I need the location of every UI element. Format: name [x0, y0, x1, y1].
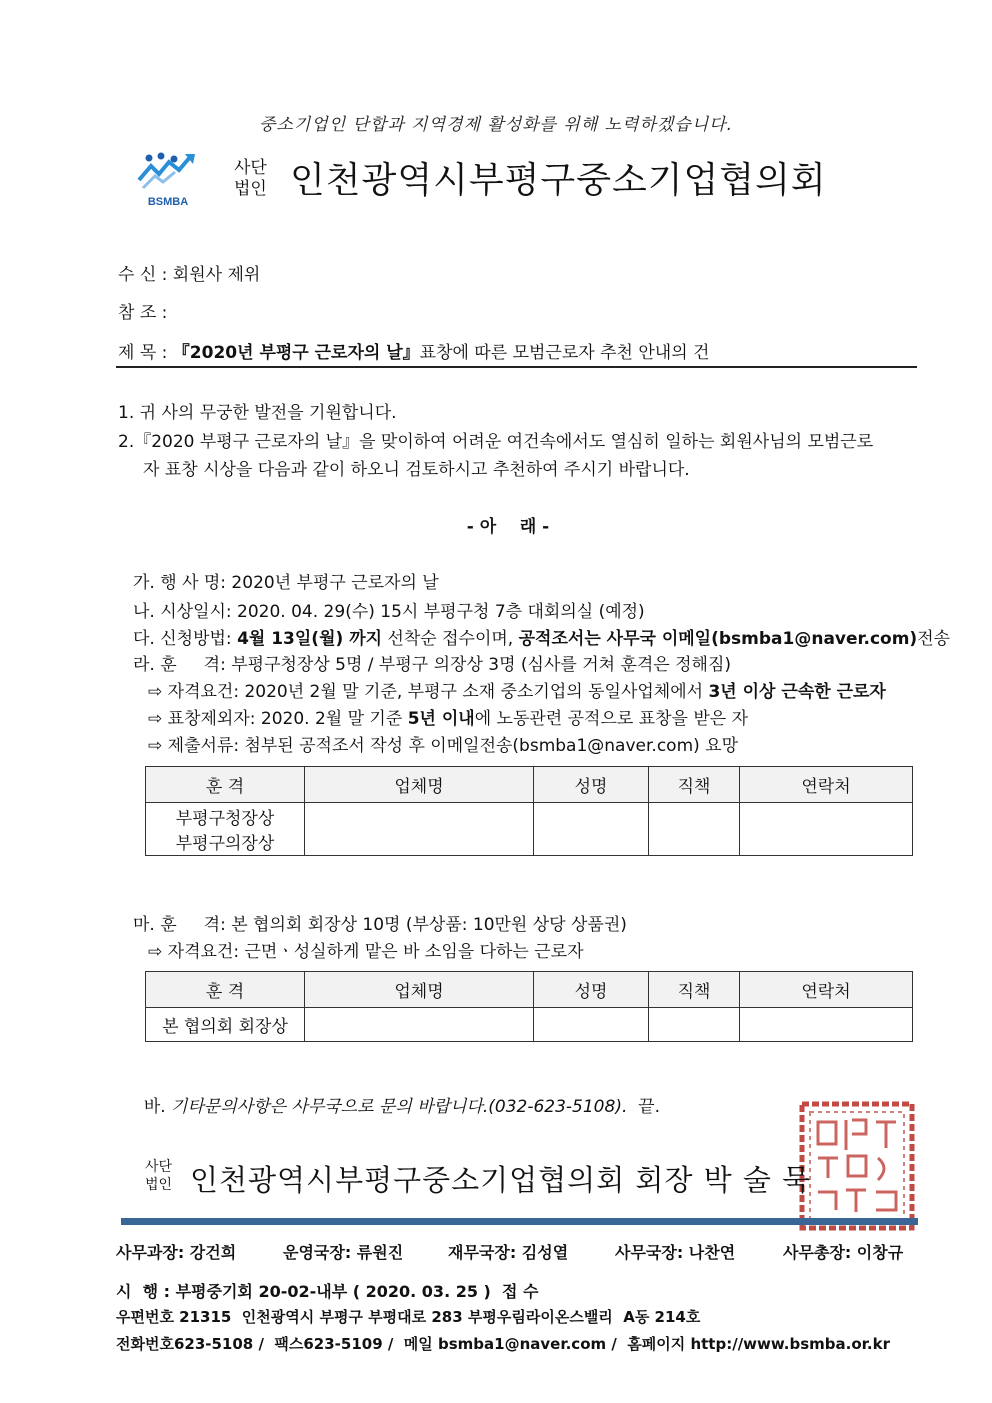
item-ba-end: 끝. — [627, 1097, 660, 1117]
signature-corp-type — [145, 1158, 172, 1194]
table-cell-company[interactable] — [305, 1008, 534, 1042]
reference-line: 참 조 : — [118, 303, 168, 323]
header-divider — [116, 366, 917, 368]
signature-title: 인천광역시부평구중소기업협의회 회장 박 술 묵 — [190, 1163, 812, 1197]
ra-qualification-prefix: ⇨ 자격요건: 2020년 2월 말 기준, 부평구 소재 중소기업의 동일사업체에서 — [148, 682, 709, 702]
signature-type-line1: 사단 — [145, 1159, 173, 1175]
item-ra-qualification — [148, 677, 886, 702]
award-council-chair: 부평구의장상 — [175, 834, 275, 854]
ra-exclusion-suffix: 에 노동관련 공적으로 표창을 받은 자 — [474, 709, 749, 729]
item-da-prefix: 다. 신청방법: — [133, 629, 238, 649]
subject-title: 『2020년 부평구 근로자의 날』 — [172, 343, 420, 363]
corporation-type — [234, 158, 267, 200]
table-cell-name[interactable] — [534, 1008, 649, 1042]
col-contact: 연락처 — [740, 767, 913, 803]
item-da-mid: 선착순 접수이며, — [382, 629, 519, 649]
ra-exclusion-prefix: ⇨ 표창제외자: 2020. 2월 말 기준 — [148, 709, 408, 729]
logo-text: BSMBA — [147, 196, 189, 208]
paragraph-2b: 자 표창 시상을 다음과 같이 하오니 검토하시고 추천하여 주시기 바랍니다. — [143, 460, 690, 480]
table-cell-company[interactable] — [305, 803, 534, 856]
item-da — [133, 624, 950, 649]
col-name: 성명 — [534, 767, 649, 803]
staff-5: 사무총장: 이창규 — [783, 1243, 904, 1262]
staff-3: 재무국장: 김성열 — [448, 1243, 569, 1262]
table-cell-award — [146, 803, 305, 856]
table-cell-name[interactable] — [534, 803, 649, 856]
recipient-value: 회원사 제위 — [172, 265, 261, 285]
item-ra: 라. 훈 격: 부평구청장상 5명 / 부평구 의장상 3명 (심사를 거쳐 훈격은 정해짐) — [133, 655, 732, 675]
item-ma-qualification: ⇨ 자격요건: 근면ㆍ성실하게 맡은 바 소임을 다하는 근로자 — [148, 942, 584, 962]
col-award: 훈 격 — [146, 972, 305, 1008]
slogan: 중소기업인 단합과 지역경제 활성화를 위해 노력하겠습니다. — [259, 115, 733, 135]
item-da-suffix: 전송 — [917, 629, 951, 649]
col-position: 직책 — [649, 972, 740, 1008]
item-ma: 마. 훈 격: 본 협의회 회장상 10명 (부상품: 10만원 상당 상품권) — [133, 915, 627, 935]
organization-logo — [133, 150, 203, 208]
item-ra-exclusion — [148, 704, 748, 729]
item-ga: 가. 행 사 명: 2020년 부평구 근로자의 날 — [133, 573, 439, 593]
ra-qualification-bold: 3년 이상 근속한 근로자 — [708, 682, 886, 702]
item-da-email: 공적조서는 사무국 이메일(bsmba1@naver.com) — [518, 629, 918, 649]
subject-line — [118, 338, 709, 363]
item-ba-prefix: 바. — [143, 1097, 172, 1117]
runners-logo-icon — [133, 150, 203, 195]
table-cell-position[interactable] — [649, 803, 740, 856]
item-na: 나. 시상일시: 2020. 04. 29(수) 15시 부평구청 7층 대회의실 (예정) — [133, 602, 645, 622]
corp-type-line2: 법인 — [234, 179, 267, 199]
ra-exclusion-bold: 5년 이내 — [407, 709, 475, 729]
item-ra-documents: ⇨ 제출서류: 첨부된 공적조서 작성 후 이메일전송(bsmba1@naver.com) 요망 — [148, 736, 739, 756]
staff-4: 사무국장: 나찬연 — [615, 1243, 736, 1262]
col-position: 직책 — [649, 767, 740, 803]
table-cell-position[interactable] — [649, 1008, 740, 1042]
org-title: 인천광역시부평구중소기업협의회 — [290, 160, 827, 201]
subject-label: 제 목 : — [118, 343, 168, 363]
staff-1: 사무과장: 강건희 — [116, 1243, 237, 1262]
paragraph-2a: 2.『2020 부평구 근로자의 날』을 맞이하여 어려운 여건속에서도 열심히 일하는 회원사님의 모범근로 — [118, 432, 874, 452]
address-line: 우편번호 21315 인천광역시 부평구 부평대로 283 부평우림라이온스밸리 A동 214호 — [116, 1308, 701, 1326]
notice-title: - 아 래 - — [466, 517, 550, 537]
footer-divider-bar — [121, 1218, 918, 1225]
item-ba — [133, 1072, 660, 1117]
recipient-label: 수 신 : — [118, 265, 168, 285]
col-award: 훈 격 — [146, 767, 305, 803]
official-seal-icon — [798, 1100, 916, 1232]
col-contact: 연락처 — [740, 972, 913, 1008]
award-table-1 — [145, 766, 913, 856]
subject-rest: 표창에 따른 모범근로자 추천 안내의 건 — [419, 343, 710, 363]
award-table-2 — [145, 971, 913, 1042]
staff-2: 운영국장: 류원진 — [283, 1243, 404, 1262]
contact-line: 전화번호623-5108 / 팩스623-5109 / 메일 bsmba1@naver.com / 홈페이지 http://www.bsmba.or.kr — [116, 1335, 890, 1353]
item-ba-inquiry: 기타문의사항은 사무국으로 문의 바랍니다.(032-623-5108). — [171, 1097, 628, 1117]
table-cell-contact[interactable] — [740, 803, 913, 856]
col-company: 업체명 — [305, 972, 534, 1008]
table-cell-contact[interactable] — [740, 1008, 913, 1042]
corp-type-line1: 사단 — [234, 158, 267, 178]
signature-type-line2: 법인 — [145, 1177, 173, 1193]
col-company: 업체명 — [305, 767, 534, 803]
item-da-deadline: 4월 13일(월) 까지 — [237, 629, 383, 649]
col-name: 성명 — [534, 972, 649, 1008]
recipient-line — [118, 260, 260, 285]
award-district-head: 부평구청장상 — [175, 809, 275, 829]
enforcement-line: 시 행 : 부평중기회 20-02-내부 ( 2020. 03. 25 ) 접 수 — [116, 1282, 539, 1301]
table-cell-award: 본 협의회 회장상 — [146, 1008, 305, 1042]
paragraph-1: 1. 귀 사의 무궁한 발전을 기원합니다. — [118, 403, 397, 423]
